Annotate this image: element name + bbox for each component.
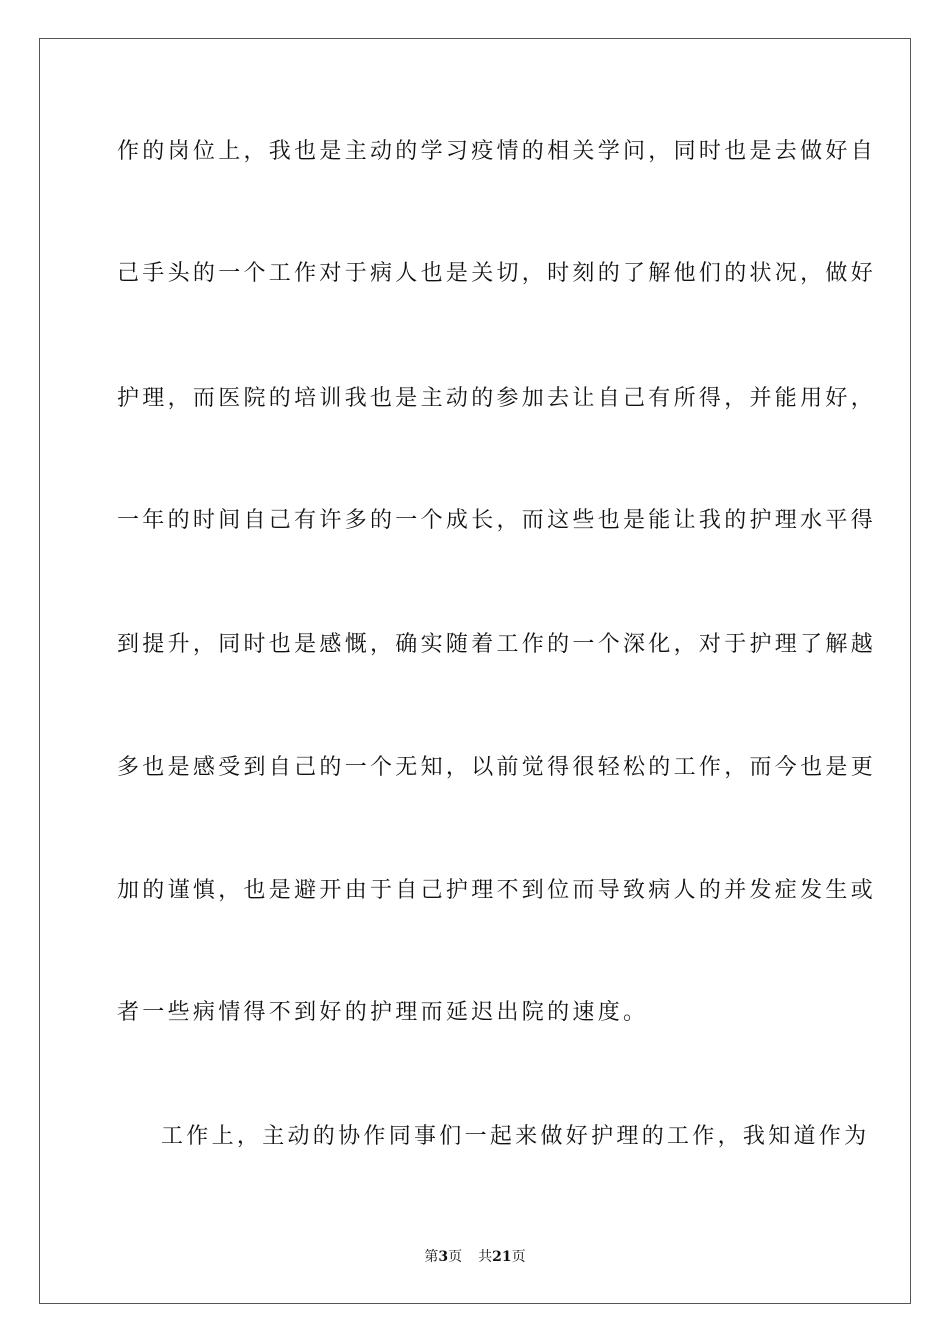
body-line-1: 作的岗位上，我也是主动的学习疫情的相关学问，同时也是去做好自 xyxy=(117,139,877,164)
page-suffix: 页 xyxy=(448,1249,463,1265)
body-line-7: 加的谨慎，也是避开由于自己护理不到位而导致病人的并发症发生或 xyxy=(117,878,877,903)
page-border xyxy=(39,38,911,1304)
body-line-3: 护理，而医院的培训我也是主动的参加去让自己有所得，并能用好， xyxy=(117,386,877,411)
page-prefix: 第 xyxy=(424,1249,439,1265)
body-line-6: 多也是感受到自己的一个无知，以前觉得很轻松的工作，而今也是更 xyxy=(117,755,877,780)
paragraph-2-line-1: 工作上，主动的协作同事们一起来做好护理的工作，我知道作为 xyxy=(161,1124,870,1149)
body-line-4: 一年的时间自己有许多的一个成长，而这些也是能让我的护理水平得 xyxy=(117,508,877,533)
total-prefix: 共 xyxy=(478,1249,493,1265)
body-line-8: 者一些病情得不到好的护理而延迟出院的速度。 xyxy=(117,1000,649,1025)
page-footer xyxy=(0,1248,950,1266)
body-line-2: 己手头的一个工作对于病人也是关切，时刻的了解他们的状况，做好 xyxy=(117,261,877,286)
total-pages: 21 xyxy=(492,1249,512,1265)
body-line-5: 到提升，同时也是感慨，确实随着工作的一个深化，对于护理了解越 xyxy=(117,632,877,657)
total-suffix: 页 xyxy=(511,1249,526,1265)
page-number: 3 xyxy=(438,1249,449,1265)
